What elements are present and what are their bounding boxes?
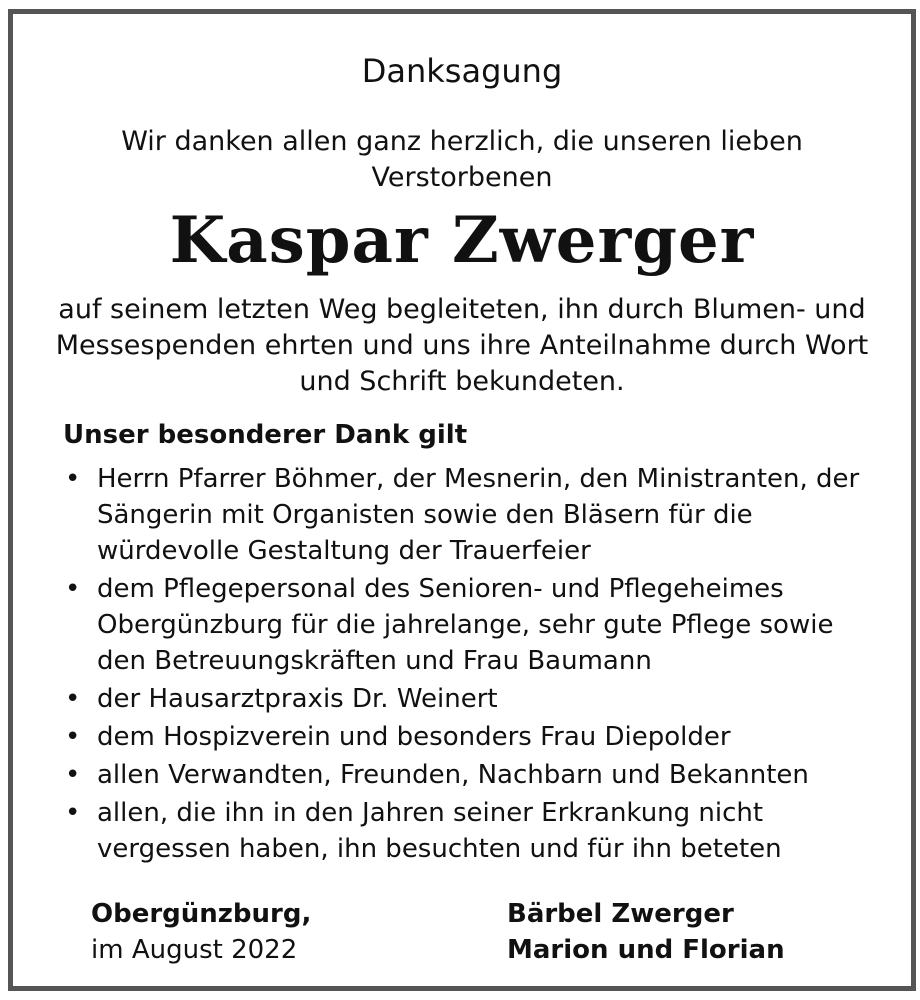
date-text: im August 2022 — [91, 935, 298, 965]
place-name: Obergünzburg, — [91, 899, 312, 929]
notice-heading: Danksagung — [361, 52, 563, 90]
signers-block — [507, 896, 785, 968]
intro-text: Wir danken allen ganz herzlich, die unseren lieben Verstorbenen — [121, 126, 803, 193]
list-item: • dem Pflegepersonal des Senioren- und Pflegeheimes Obergünzburg für die jahrelange, sehr gute Pflege sowie den Betreuungskräften und Frau Baumann — [63, 571, 871, 679]
list-item: • der Hausarztpraxis Dr. Weinert — [63, 681, 871, 717]
list-item: • allen, die ihn in den Jahren seiner Erkrankung nicht vergessen haben, ihn besuchten und für ihn beteten — [63, 795, 871, 867]
list-item: • dem Hospizverein und besonders Frau Diepolder — [63, 719, 871, 755]
place-date-block — [91, 896, 311, 968]
signer-name: Bärbel Zwerger — [507, 899, 734, 929]
body-text: auf seinem letzten Weg begleiteten, ihn durch Blumen- und Messespenden ehrten und uns ihre Anteilnahme durch Wort und Schrift bekundeten. — [55, 294, 869, 397]
thanks-list — [63, 461, 871, 869]
thanks-heading: Unser besonderer Dank gilt — [63, 420, 468, 450]
deceased-name: Kaspar Zwerger — [169, 203, 755, 278]
list-item: • Herrn Pfarrer Böhmer, der Mesnerin, den Ministranten, der Sängerin mit Organisten sowie den Bläsern für die würdevolle Gestaltung der Trauerfeier — [63, 461, 871, 569]
signer-name: Marion und Florian — [507, 935, 785, 965]
list-item: • allen Verwandten, Freunden, Nachbarn und Bekannten — [63, 757, 871, 793]
notice-frame — [8, 9, 916, 991]
